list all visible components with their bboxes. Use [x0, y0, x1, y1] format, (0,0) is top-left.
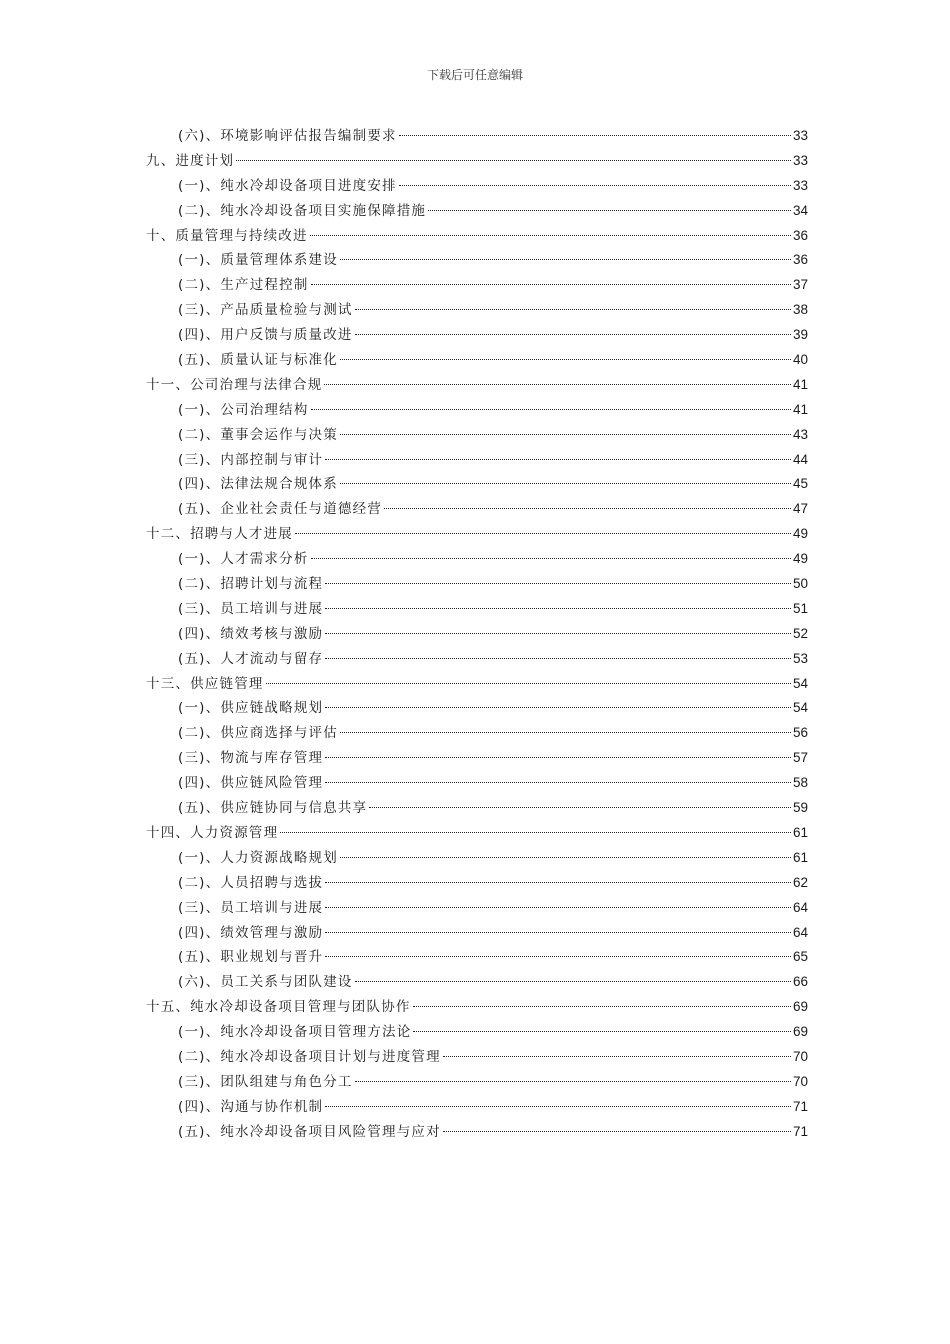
toc-page-number: 47	[792, 501, 808, 517]
toc-section-entry[interactable]	[146, 945, 808, 970]
toc-page-number: 54	[792, 675, 808, 691]
toc-entry-label: (三)、产品质量检验与测试	[178, 302, 353, 319]
toc-section-entry[interactable]	[146, 1120, 808, 1145]
toc-dot-leader	[325, 932, 791, 933]
toc-section-entry[interactable]	[146, 124, 808, 149]
toc-dot-leader	[355, 334, 791, 335]
toc-section-entry[interactable]	[146, 174, 808, 199]
toc-page-number: 71	[792, 1098, 808, 1114]
toc-entry-label: 十四、人力资源管理	[146, 824, 279, 841]
toc-page-number: 34	[792, 202, 808, 218]
toc-section-entry[interactable]	[146, 298, 808, 323]
toc-dot-leader	[311, 284, 791, 285]
toc-page-number: 70	[792, 1073, 808, 1089]
toc-chapter-entry[interactable]	[146, 373, 808, 398]
toc-page-number: 71	[792, 1123, 808, 1139]
toc-dot-leader	[325, 608, 791, 609]
toc-entry-label: (六)、员工关系与团队建设	[178, 974, 353, 991]
toc-page-number: 64	[792, 899, 808, 915]
toc-dot-leader	[340, 359, 791, 360]
toc-entry-label: (二)、纯水冷却设备项目计划与进度管理	[178, 1048, 441, 1065]
toc-page-number: 59	[792, 800, 808, 816]
toc-section-entry[interactable]	[146, 572, 808, 597]
toc-dot-leader	[340, 434, 791, 435]
toc-page-number: 61	[792, 849, 808, 865]
toc-page-number: 51	[792, 600, 808, 616]
toc-page-number: 33	[792, 128, 808, 143]
toc-page-number: 45	[792, 476, 808, 492]
toc-entry-label: (一)、供应链战略规划	[178, 700, 324, 717]
toc-entry-label: (四)、用户反馈与质量改进	[178, 327, 353, 344]
toc-entry-label: (四)、沟通与协作机制	[178, 1098, 324, 1115]
toc-page-number: 56	[792, 725, 808, 741]
toc-section-entry[interactable]	[146, 348, 808, 373]
toc-page-number: 66	[792, 974, 808, 990]
toc-section-entry[interactable]	[146, 472, 808, 497]
toc-page-number: 52	[792, 625, 808, 641]
toc-page-number: 40	[792, 352, 808, 368]
toc-dot-leader	[295, 533, 791, 534]
toc-dot-leader	[266, 683, 791, 684]
toc-entry-label: (三)、物流与库存管理	[178, 750, 324, 767]
toc-entry-label: (二)、董事会运作与决策	[178, 426, 338, 443]
toc-dot-leader	[340, 483, 791, 484]
toc-dot-leader	[355, 1081, 791, 1082]
toc-section-entry[interactable]	[146, 771, 808, 796]
toc-page-number: 38	[792, 302, 808, 318]
toc-entry-label: (一)、人才需求分析	[178, 551, 309, 568]
toc-dot-leader	[413, 1031, 791, 1032]
toc-page-number: 43	[792, 426, 808, 442]
toc-dot-leader	[325, 633, 791, 634]
toc-entry-label: (四)、绩效考核与激励	[178, 625, 324, 642]
toc-dot-leader	[399, 185, 791, 186]
toc-chapter-entry[interactable]	[146, 995, 808, 1020]
toc-page-number: 37	[792, 277, 808, 293]
toc-page-number: 54	[792, 700, 808, 716]
toc-dot-leader	[325, 782, 791, 783]
toc-entry-label: (五)、供应链协同与信息共享	[178, 800, 368, 817]
toc-dot-leader	[325, 707, 791, 708]
toc-section-entry[interactable]	[146, 846, 808, 871]
toc-section-entry[interactable]	[146, 497, 808, 522]
toc-section-entry[interactable]	[146, 622, 808, 647]
toc-section-entry[interactable]	[146, 273, 808, 298]
toc-page-number: 41	[792, 376, 808, 392]
toc-chapter-entry[interactable]	[146, 821, 808, 846]
toc-entry-label: (二)、生产过程控制	[178, 277, 309, 294]
toc-chapter-entry[interactable]	[146, 672, 808, 697]
toc-page-number: 53	[792, 650, 808, 666]
toc-dot-leader	[369, 807, 791, 808]
toc-dot-leader	[325, 907, 791, 908]
toc-entry-label: (五)、企业社会责任与道德经营	[178, 501, 383, 518]
toc-section-entry[interactable]	[146, 248, 808, 273]
toc-entry-label: (三)、员工培训与进展	[178, 899, 324, 916]
page-header: 下载后可任意编辑	[426, 68, 523, 82]
toc-section-entry[interactable]	[146, 696, 808, 721]
toc-section-entry[interactable]	[146, 199, 808, 224]
toc-dot-leader	[324, 384, 791, 385]
toc-dot-leader	[384, 508, 791, 509]
toc-entry-label: (五)、人才流动与留存	[178, 650, 324, 667]
toc-chapter-entry[interactable]	[146, 522, 808, 547]
toc-page-number: 33	[792, 177, 808, 193]
toc-page-number: 65	[792, 949, 808, 965]
toc-section-entry[interactable]	[146, 1020, 808, 1045]
toc-page-number: 58	[792, 775, 808, 791]
toc-chapter-entry[interactable]	[146, 224, 808, 249]
table-of-contents	[146, 124, 808, 1145]
toc-page-number: 33	[792, 152, 808, 168]
toc-dot-leader	[428, 210, 791, 211]
toc-entry-label: (三)、内部控制与审计	[178, 451, 324, 468]
toc-dot-leader	[325, 459, 791, 460]
toc-page-number: 50	[792, 576, 808, 592]
toc-dot-leader	[340, 259, 791, 260]
toc-dot-leader	[399, 135, 791, 136]
toc-page-number: 64	[792, 924, 808, 940]
toc-entry-label: (二)、招聘计划与流程	[178, 576, 324, 593]
toc-page-number: 70	[792, 1048, 808, 1064]
toc-entry-label: (二)、人员招聘与选拔	[178, 874, 324, 891]
toc-entry-label: 十二、招聘与人才进展	[146, 526, 293, 543]
toc-section-entry[interactable]	[146, 423, 808, 448]
toc-dot-leader	[340, 732, 791, 733]
toc-entry-label: 十五、纯水冷却设备项目管理与团队协作	[146, 999, 411, 1016]
toc-entry-label: (二)、纯水冷却设备项目实施保障措施	[178, 202, 427, 219]
toc-page-number: 41	[792, 401, 808, 417]
toc-section-entry[interactable]	[146, 1045, 808, 1070]
toc-section-entry[interactable]	[146, 970, 808, 995]
toc-entry-label: (五)、质量认证与标准化	[178, 352, 338, 369]
toc-section-entry[interactable]	[146, 871, 808, 896]
toc-entry-label: (五)、纯水冷却设备项目风险管理与应对	[178, 1123, 441, 1140]
toc-dot-leader	[325, 956, 791, 957]
toc-page-number: 49	[792, 551, 808, 567]
toc-entry-label: (三)、员工培训与进展	[178, 600, 324, 617]
toc-dot-leader	[340, 857, 791, 858]
toc-page-number: 61	[792, 824, 808, 840]
toc-dot-leader	[325, 583, 791, 584]
toc-dot-leader	[325, 1106, 791, 1107]
toc-section-entry[interactable]	[146, 597, 808, 622]
toc-dot-leader	[413, 1006, 791, 1007]
toc-entry-label: (一)、纯水冷却设备项目管理方法论	[178, 1024, 412, 1041]
toc-chapter-entry[interactable]	[146, 149, 808, 174]
toc-page-number: 39	[792, 327, 808, 343]
toc-section-entry[interactable]	[146, 1070, 808, 1095]
toc-dot-leader	[443, 1056, 791, 1057]
toc-section-entry[interactable]	[146, 647, 808, 672]
toc-dot-leader	[325, 882, 791, 883]
toc-dot-leader	[311, 409, 791, 410]
toc-entry-label: (二)、供应商选择与评估	[178, 725, 338, 742]
toc-section-entry[interactable]	[146, 921, 808, 946]
toc-entry-label: 十一、公司治理与法律合规	[146, 376, 323, 393]
toc-dot-leader	[355, 309, 791, 310]
toc-page-number: 62	[792, 874, 808, 890]
toc-entry-label: (四)、法律法规合规体系	[178, 476, 338, 493]
toc-entry-label: (一)、质量管理体系建设	[178, 252, 338, 269]
toc-page-number: 49	[792, 526, 808, 542]
toc-page-number: 36	[792, 252, 808, 268]
toc-section-entry[interactable]	[146, 721, 808, 746]
toc-section-entry[interactable]	[146, 896, 808, 921]
toc-entry-label: (五)、职业规划与晋升	[178, 949, 324, 966]
toc-page-number: 69	[792, 1024, 808, 1040]
toc-dot-leader	[280, 832, 791, 833]
toc-dot-leader	[325, 658, 791, 659]
toc-section-entry[interactable]	[146, 547, 808, 572]
toc-dot-leader	[355, 981, 791, 982]
toc-section-entry[interactable]	[146, 448, 808, 473]
toc-entry-label: (四)、供应链风险管理	[178, 775, 324, 792]
toc-page-number: 36	[792, 227, 808, 243]
toc-section-entry[interactable]	[146, 796, 808, 821]
toc-section-entry[interactable]	[146, 1095, 808, 1120]
toc-dot-leader	[310, 235, 791, 236]
toc-dot-leader	[443, 1131, 791, 1132]
toc-dot-leader	[236, 160, 791, 161]
toc-entry-label: (一)、纯水冷却设备项目进度安排	[178, 177, 397, 194]
toc-dot-leader	[325, 757, 791, 758]
toc-dot-leader	[311, 558, 791, 559]
toc-entry-label: 十、质量管理与持续改进	[146, 227, 308, 244]
toc-page-number: 57	[792, 750, 808, 766]
toc-entry-label: (三)、团队组建与角色分工	[178, 1073, 353, 1090]
toc-section-entry[interactable]	[146, 746, 808, 771]
toc-entry-label: (一)、人力资源战略规划	[178, 849, 338, 866]
toc-section-entry[interactable]	[146, 398, 808, 423]
toc-entry-label: (六)、环境影响评估报告编制要求	[178, 128, 397, 144]
toc-entry-label: (四)、绩效管理与激励	[178, 924, 324, 941]
toc-entry-label: (一)、公司治理结构	[178, 401, 309, 418]
toc-entry-label: 九、进度计划	[146, 152, 235, 169]
toc-page-number: 44	[792, 451, 808, 467]
toc-entry-label: 十三、供应链管理	[146, 675, 264, 692]
toc-page-number: 69	[792, 999, 808, 1015]
toc-section-entry[interactable]	[146, 323, 808, 348]
